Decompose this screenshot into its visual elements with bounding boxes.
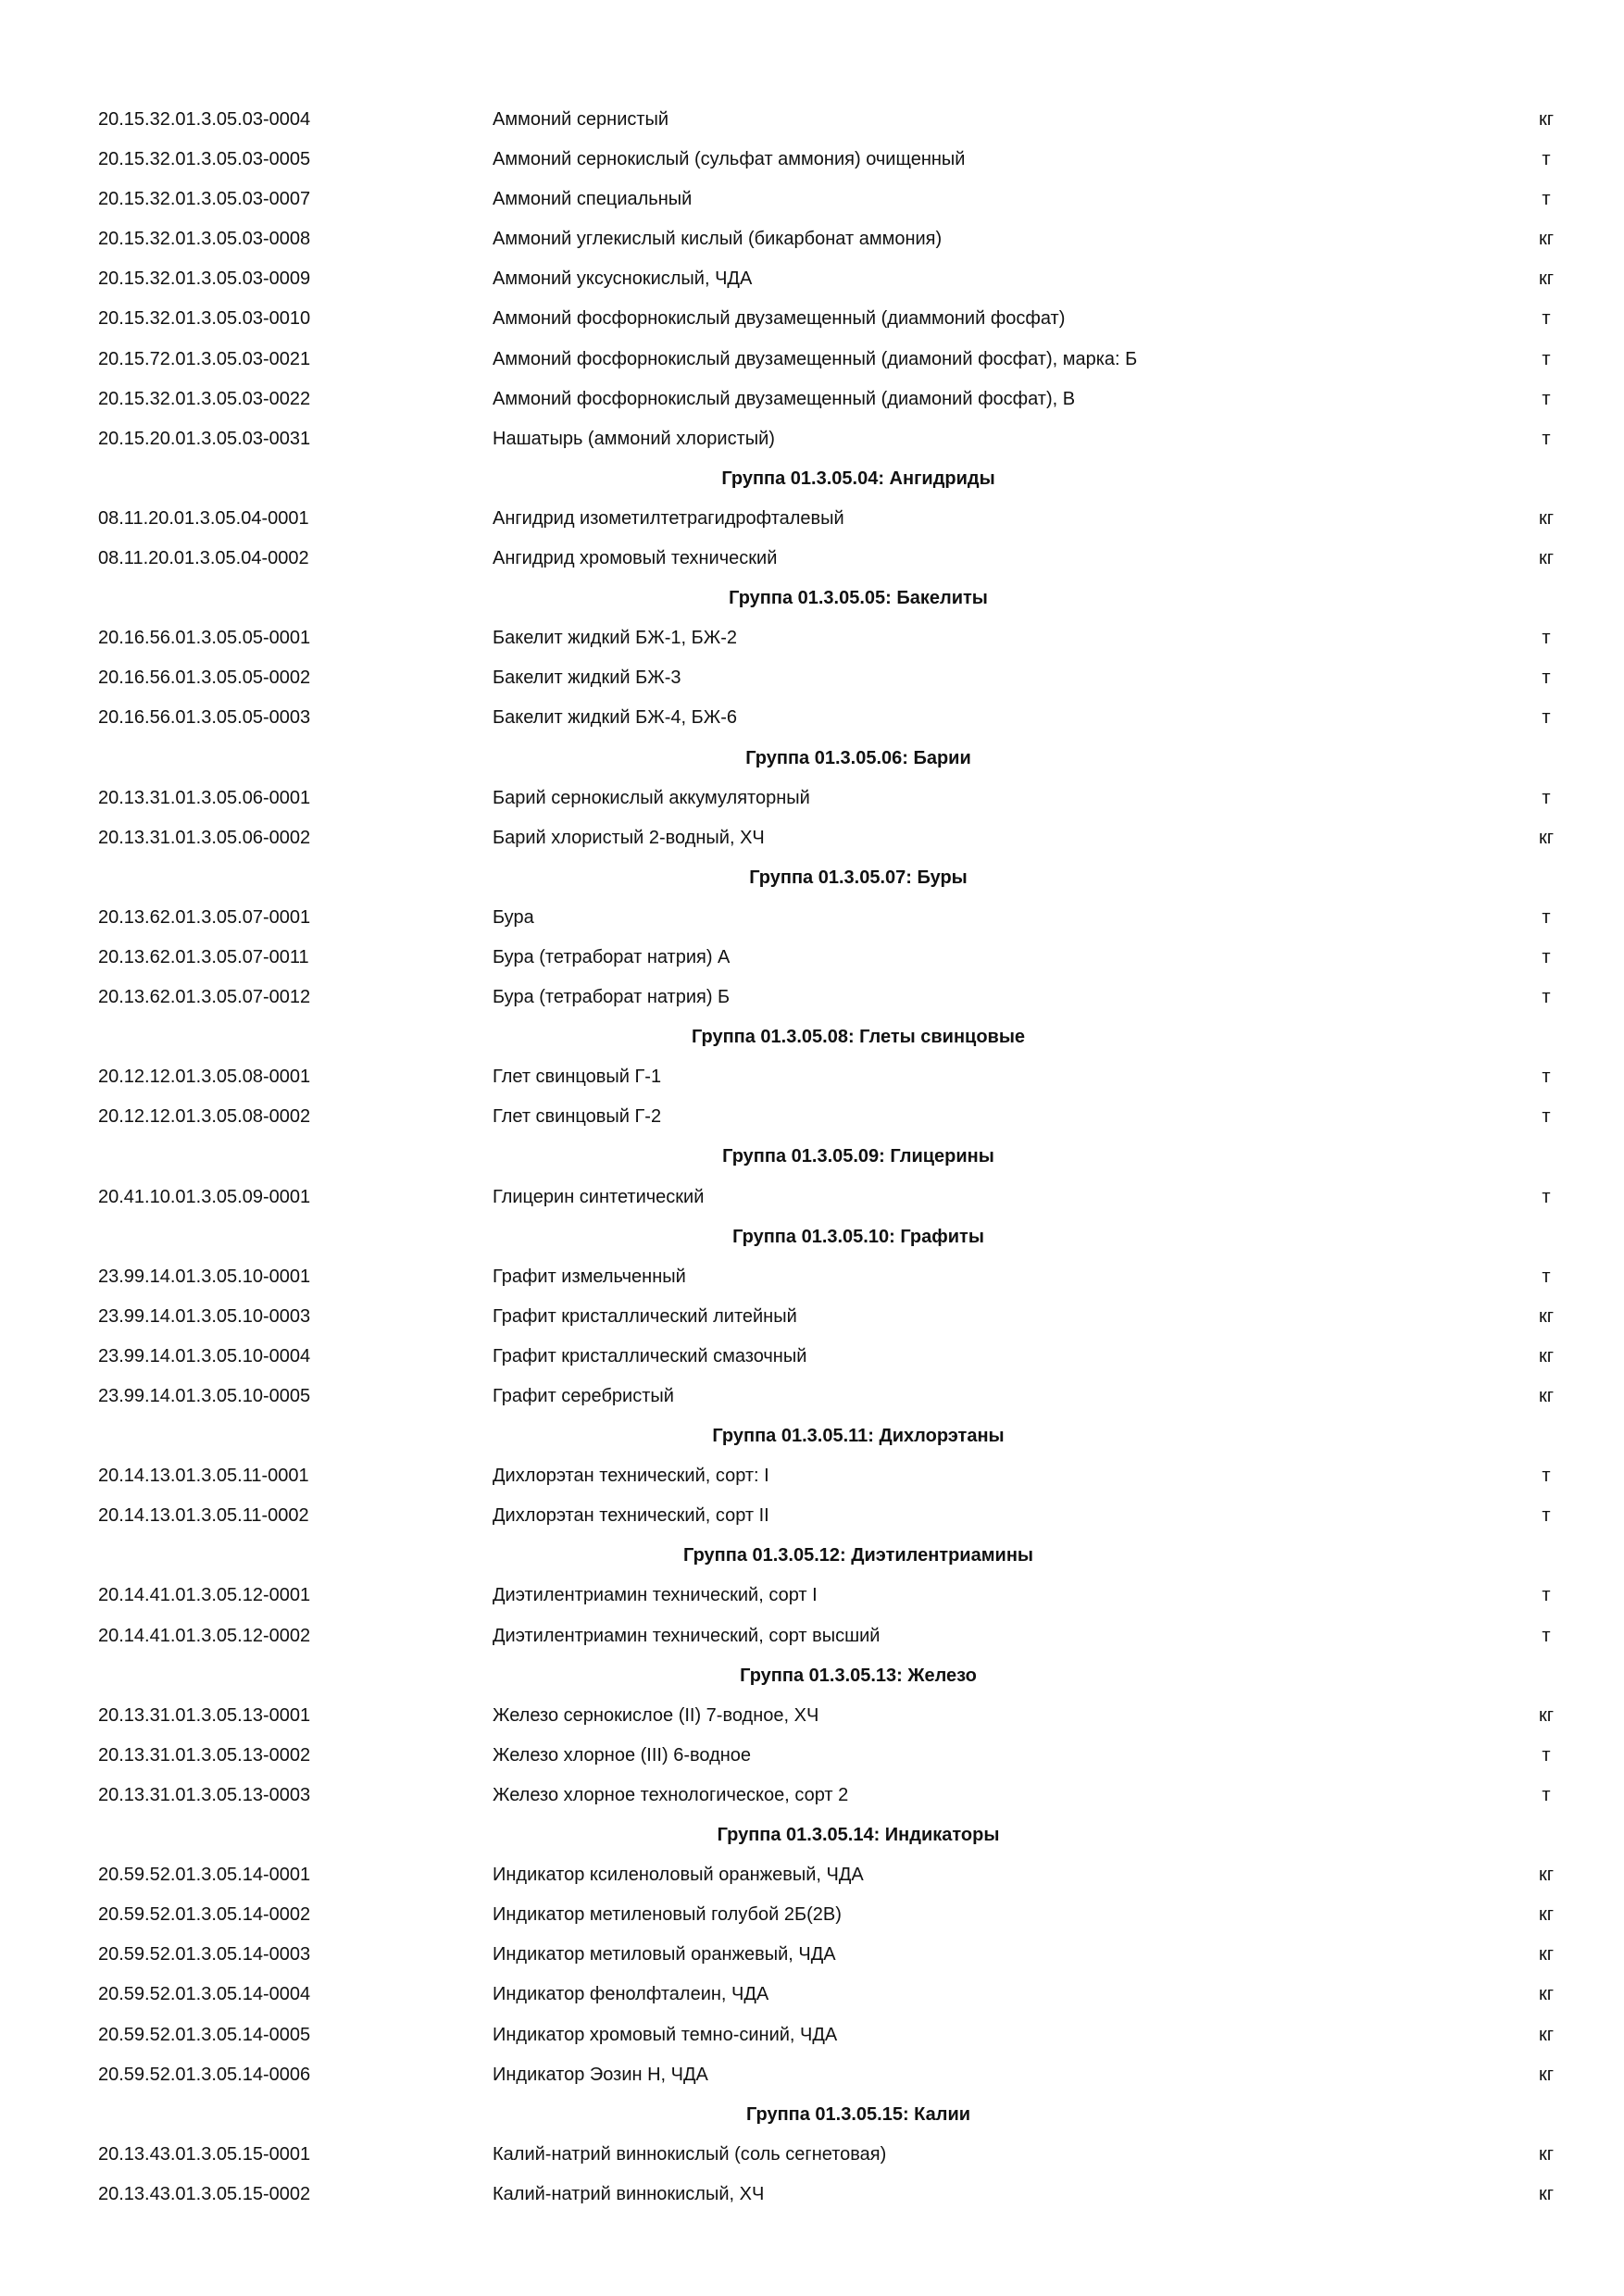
item-unit: т <box>1542 707 1551 729</box>
item-unit: т <box>1542 1067 1551 1088</box>
table-row <box>0 938 1624 978</box>
item-unit: кг <box>1538 2024 1555 2045</box>
item-name: Бура <box>493 906 534 928</box>
item-unit: кг <box>1538 2143 1555 2165</box>
item-code: 20.15.20.01.3.05.03-0031 <box>98 428 311 449</box>
item-name: Нашатырь (аммоний хлористый) <box>493 428 775 449</box>
table-row <box>0 340 1624 380</box>
item-code: 20.12.12.01.3.05.08-0002 <box>98 1106 311 1128</box>
item-name: Графит серебристый <box>493 1386 674 1406</box>
item-code: 20.41.10.01.3.05.09-0001 <box>98 1186 311 1207</box>
item-name: Ангидрид хромовый технический <box>493 548 778 569</box>
item-name: Аммоний сернистый <box>493 109 669 130</box>
item-unit: т <box>1542 308 1551 330</box>
item-name: Диэтилентриамин технический, сорт I <box>493 1585 818 1606</box>
item-unit: т <box>1542 1625 1551 1646</box>
item-code: 20.59.52.01.3.05.14-0001 <box>98 1865 311 1886</box>
item-unit: кг <box>1538 2183 1555 2204</box>
item-unit: кг <box>1538 507 1555 529</box>
table-row <box>0 419 1624 459</box>
table-row <box>0 539 1624 579</box>
item-unit: т <box>1542 149 1551 170</box>
item-name: Ангидрид изометилтетрагидрофталевый <box>493 507 844 529</box>
item-unit: т <box>1542 388 1551 409</box>
item-code: 20.15.32.01.3.05.03-0009 <box>98 268 311 290</box>
item-name: Барий сернокислый аккумуляторный <box>493 787 810 808</box>
item-code: 20.16.56.01.3.05.05-0001 <box>98 628 311 649</box>
item-code: 20.13.62.01.3.05.07-0012 <box>98 987 311 1008</box>
item-unit: т <box>1542 189 1551 210</box>
table-row <box>0 1097 1624 1137</box>
group-heading: Группа 01.3.05.15: Калии <box>745 2103 971 2125</box>
item-name: Аммоний углекислый кислый (бикарбонат аммония) <box>493 229 943 250</box>
table-row <box>0 698 1624 738</box>
item-unit: кг <box>1538 1386 1555 1406</box>
item-unit: т <box>1542 1266 1551 1287</box>
item-name: Дихлорэтан технический, сорт: I <box>493 1466 769 1487</box>
item-unit: т <box>1542 628 1551 649</box>
item-unit: т <box>1542 987 1551 1008</box>
item-unit: кг <box>1538 1865 1555 1886</box>
table-row <box>0 1257 1624 1297</box>
table-row <box>0 898 1624 938</box>
table-row <box>0 180 1624 219</box>
item-unit: кг <box>1538 827 1555 848</box>
table-row <box>0 2175 1624 2215</box>
item-code: 20.15.32.01.3.05.03-0010 <box>98 308 311 330</box>
item-code: 20.15.32.01.3.05.03-0004 <box>98 109 311 130</box>
item-code: 23.99.14.01.3.05.10-0005 <box>98 1386 311 1406</box>
item-unit: т <box>1542 1186 1551 1207</box>
group-heading: Группа 01.3.05.08: Глеты свинцовые <box>691 1027 1026 1048</box>
item-name: Глет свинцовый Г-1 <box>493 1067 662 1088</box>
item-name: Бура (тетраборат натрия) А <box>493 946 731 967</box>
item-name: Аммоний фосфорнокислый двузамещенный (диамоний фосфат), марка: Б <box>493 348 1138 369</box>
table-row <box>0 1895 1624 1935</box>
item-name: Диэтилентриамин технический, сорт высший <box>493 1625 881 1646</box>
item-name: Аммоний фосфорнокислый двузамещенный (диамоний фосфат), В <box>493 388 1076 409</box>
item-name: Железо сернокислое (II) 7-водное, ХЧ <box>493 1704 819 1726</box>
item-unit: кг <box>1538 1345 1555 1366</box>
table-row <box>0 1178 1624 1217</box>
item-code: 20.13.31.01.3.05.06-0002 <box>98 827 311 848</box>
group-heading: Группа 01.3.05.05: Бакелиты <box>729 588 988 609</box>
item-code: 20.12.12.01.3.05.08-0001 <box>98 1067 311 1088</box>
item-name: Аммоний фосфорнокислый двузамещенный (диаммоний фосфат) <box>493 308 1066 330</box>
item-code: 20.15.32.01.3.05.03-0022 <box>98 388 311 409</box>
table-row <box>0 380 1624 419</box>
item-name: Бакелит жидкий БЖ-1, БЖ-2 <box>493 628 737 649</box>
item-code: 20.16.56.01.3.05.05-0002 <box>98 668 311 689</box>
group-heading: Группа 01.3.05.06: Барии <box>745 747 971 768</box>
item-code: 23.99.14.01.3.05.10-0004 <box>98 1345 311 1366</box>
item-name: Графит измельченный <box>493 1266 686 1287</box>
item-code: 20.14.13.01.3.05.11-0002 <box>98 1505 309 1527</box>
item-unit: кг <box>1538 1305 1555 1327</box>
item-name: Индикатор фенолфталеин, ЧДА <box>493 1984 769 2005</box>
table-row <box>0 1297 1624 1337</box>
item-code: 20.13.62.01.3.05.07-0011 <box>98 946 309 967</box>
table-row <box>0 2055 1624 2095</box>
item-code: 20.59.52.01.3.05.14-0006 <box>98 2064 311 2085</box>
group-heading: Группа 01.3.05.14: Индикаторы <box>717 1825 1000 1846</box>
item-code: 20.16.56.01.3.05.05-0003 <box>98 707 311 729</box>
item-name: Индикатор хромовый темно-синий, ЧДА <box>493 2024 838 2045</box>
item-name: Аммоний уксуснокислый, ЧДА <box>493 268 753 290</box>
item-unit: т <box>1542 1505 1551 1527</box>
item-name: Графит кристаллический литейный <box>493 1305 797 1327</box>
item-code: 20.13.31.01.3.05.13-0003 <box>98 1784 311 1805</box>
item-name: Индикатор Эозин Н, ЧДА <box>493 2064 708 2085</box>
group-heading: Группа 01.3.05.11: Дихлорэтаны <box>712 1426 1005 1447</box>
item-name: Индикатор метиленовый голубой 2Б(2В) <box>493 1904 842 1926</box>
table-row <box>0 1456 1624 1496</box>
table-row <box>0 818 1624 858</box>
materials-table <box>0 100 1624 2215</box>
item-name: Индикатор ксиленоловый оранжевый, ЧДА <box>493 1865 864 1886</box>
item-code: 20.13.43.01.3.05.15-0001 <box>98 2143 311 2165</box>
item-name: Железо хлорное технологическое, сорт 2 <box>493 1784 849 1805</box>
item-unit: кг <box>1538 1704 1555 1726</box>
item-name: Бакелит жидкий БЖ-4, БЖ-6 <box>493 707 737 729</box>
item-name: Бакелит жидкий БЖ-3 <box>493 668 681 689</box>
table-row <box>0 299 1624 339</box>
item-unit: т <box>1542 1784 1551 1805</box>
item-code: 20.15.32.01.3.05.03-0007 <box>98 189 311 210</box>
item-unit: т <box>1542 787 1551 808</box>
item-code: 20.14.13.01.3.05.11-0001 <box>98 1466 309 1487</box>
item-code: 20.59.52.01.3.05.14-0004 <box>98 1984 311 2005</box>
table-row <box>0 1736 1624 1776</box>
table-row <box>0 978 1624 1017</box>
item-unit: т <box>1542 906 1551 928</box>
group-heading: Группа 01.3.05.07: Буры <box>749 867 968 888</box>
item-code: 20.59.52.01.3.05.14-0002 <box>98 1904 311 1926</box>
item-name: Глет свинцовый Г-2 <box>493 1106 662 1128</box>
item-code: 23.99.14.01.3.05.10-0003 <box>98 1305 311 1327</box>
group-heading: Группа 01.3.05.13: Железо <box>740 1665 977 1686</box>
item-name: Индикатор метиловый оранжевый, ЧДА <box>493 1944 836 1965</box>
item-unit: кг <box>1538 268 1555 290</box>
group-heading: Группа 01.3.05.12: Диэтилентриамины <box>683 1545 1033 1566</box>
item-code: 23.99.14.01.3.05.10-0001 <box>98 1266 311 1287</box>
item-code: 20.14.41.01.3.05.12-0002 <box>98 1625 311 1646</box>
item-code: 20.59.52.01.3.05.14-0003 <box>98 1944 311 1965</box>
item-name: Графит кристаллический смазочный <box>493 1345 807 1366</box>
table-row <box>0 2015 1624 2055</box>
table-row <box>0 1337 1624 1377</box>
item-code: 08.11.20.01.3.05.04-0001 <box>98 507 309 529</box>
table-row <box>0 618 1624 658</box>
item-code: 20.14.41.01.3.05.12-0001 <box>98 1585 311 1606</box>
table-row <box>0 1855 1624 1895</box>
item-code: 20.15.32.01.3.05.03-0005 <box>98 149 311 170</box>
item-unit: т <box>1542 428 1551 449</box>
item-name: Аммоний специальный <box>493 189 693 210</box>
group-heading: Группа 01.3.05.10: Графиты <box>732 1226 984 1247</box>
table-row <box>0 1496 1624 1536</box>
item-unit: т <box>1542 1585 1551 1606</box>
table-row <box>0 2135 1624 2175</box>
item-name: Дихлорэтан технический, сорт II <box>493 1505 769 1527</box>
item-code: 20.15.72.01.3.05.03-0021 <box>98 348 311 369</box>
table-row <box>0 1776 1624 1816</box>
item-name: Глицерин синтетический <box>493 1186 705 1207</box>
item-name: Барий хлористый 2-водный, ХЧ <box>493 827 765 848</box>
item-unit: кг <box>1538 548 1555 569</box>
table-row <box>0 1057 1624 1097</box>
item-unit: т <box>1542 1106 1551 1128</box>
item-unit: кг <box>1538 109 1555 130</box>
table-row <box>0 499 1624 539</box>
item-code: 20.15.32.01.3.05.03-0008 <box>98 229 311 250</box>
item-name: Калий-натрий виннокислый, ХЧ <box>493 2183 765 2204</box>
item-unit: кг <box>1538 229 1555 250</box>
item-name: Аммоний сернокислый (сульфат аммония) очищенный <box>493 149 966 170</box>
item-name: Бура (тетраборат натрия) Б <box>493 987 731 1008</box>
item-unit: т <box>1542 1466 1551 1487</box>
group-heading: Группа 01.3.05.04: Ангидриды <box>721 468 995 489</box>
table-row <box>0 658 1624 698</box>
table-row <box>0 1576 1624 1616</box>
item-unit: кг <box>1538 1944 1555 1965</box>
item-unit: кг <box>1538 1984 1555 2005</box>
table-row <box>0 1696 1624 1736</box>
table-row <box>0 1975 1624 2015</box>
item-unit: т <box>1542 1744 1551 1766</box>
table-row <box>0 140 1624 180</box>
item-code: 08.11.20.01.3.05.04-0002 <box>98 548 309 569</box>
item-unit: т <box>1542 348 1551 369</box>
item-unit: кг <box>1538 2064 1555 2085</box>
item-unit: кг <box>1538 1904 1555 1926</box>
table-row <box>0 1616 1624 1656</box>
table-row <box>0 259 1624 299</box>
item-code: 20.59.52.01.3.05.14-0005 <box>98 2024 311 2045</box>
item-code: 20.13.31.01.3.05.13-0001 <box>98 1704 311 1726</box>
item-unit: т <box>1542 946 1551 967</box>
item-name: Калий-натрий виннокислый (соль сегнетовая) <box>493 2143 887 2165</box>
item-code: 20.13.43.01.3.05.15-0002 <box>98 2183 311 2204</box>
table-row <box>0 219 1624 259</box>
group-heading: Группа 01.3.05.09: Глицерины <box>722 1146 994 1167</box>
table-row <box>0 1935 1624 1975</box>
item-code: 20.13.31.01.3.05.06-0001 <box>98 787 311 808</box>
table-row <box>0 1377 1624 1416</box>
item-name: Железо хлорное (III) 6-водное <box>493 1744 752 1766</box>
item-code: 20.13.62.01.3.05.07-0001 <box>98 906 311 928</box>
table-row <box>0 779 1624 818</box>
item-code: 20.13.31.01.3.05.13-0002 <box>98 1744 311 1766</box>
item-unit: т <box>1542 668 1551 689</box>
table-row <box>0 100 1624 140</box>
